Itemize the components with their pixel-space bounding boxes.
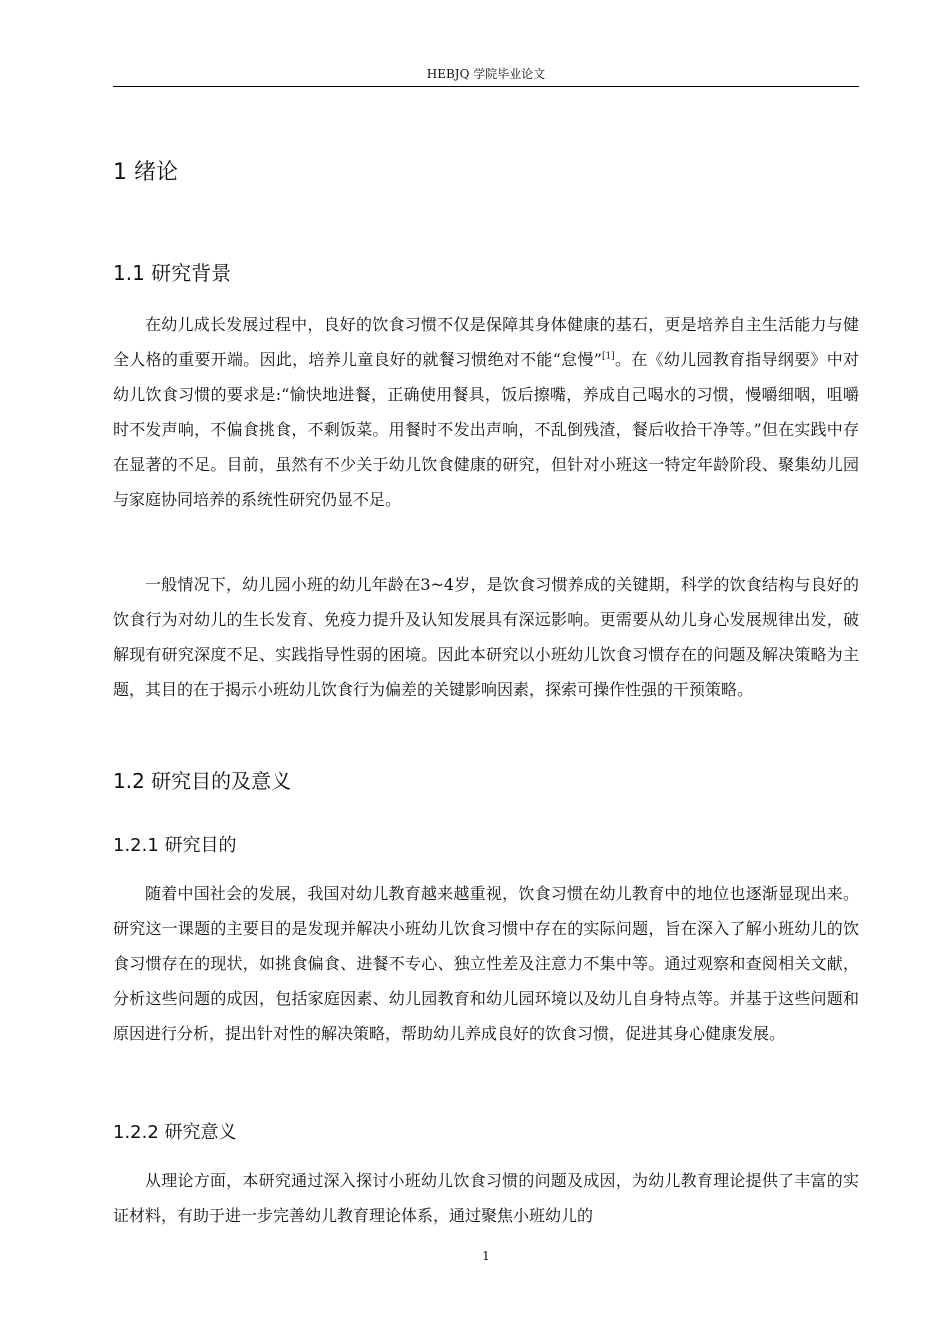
subsection-heading-1-2-1: 1.2.1 研究目的 (113, 835, 237, 856)
paragraph-text: 在幼儿成长发展过程中，良好的饮食习惯不仅是保障其身体健康的基石，更是培养自主生活能力与健全人格的重要开端。因此，培养儿童良好的就餐习惯绝对不能“怠慢” (113, 315, 859, 369)
page-number: 1 (482, 1249, 490, 1263)
paragraph-purpose: 随着中国社会的发展，我国对幼儿教育越来越重视，饮食习惯在幼儿教育中的地位也逐渐显现出来。研究这一课题的主要目的是发现并解决小班幼儿饮食习惯中存在的实际问题，旨在深入了解小班幼儿的饮食习惯存在的现状，如挑食偏食、进餐不专心、独立性差及注意力不集中等。通过观察和查阅相关文献，分析这些问题的成因，包括家庭因素、幼儿园教育和幼儿园环境以及幼儿自身特点等。并基于这些问题和原因进行分析，提出针对性的解决策略，帮助幼儿养成良好的饮食习惯，促进其身心健康发展。 (113, 884, 859, 1043)
paragraph-background-2: 一般情况下，幼儿园小班的幼儿年龄在3~4岁，是饮食习惯养成的关键期，科学的饮食结构与良好的饮食行为对幼儿的生长发育、免疫力提升及认知发展具有深远影响。更需要从幼儿身心发展规律出发，破解现有研究深度不足、实践指导性弱的困境。因此本研究以小班幼儿饮食习惯存在的问题及解决策略为主题，其目的在于揭示小班幼儿饮食行为偏差的关键影响因素，探索可操作性强的干预策略。 (113, 575, 859, 699)
chapter-title: 1 绪论 (113, 160, 178, 185)
paragraph-background-1 (113, 307, 859, 517)
citation-marker: [1] (601, 351, 615, 362)
section-heading-1-1: 1.1 研究背景 (113, 261, 232, 285)
subsection-heading-1-2-2: 1.2.2 研究意义 (113, 1122, 237, 1143)
paragraph-significance: 从理论方面，本研究通过深入探讨小班幼儿饮食习惯的问题及成因，为幼儿教育理论提供了丰富的实证材料，有助于进一步完善幼儿教育理论体系，通过聚焦小班幼儿的 (113, 1171, 859, 1225)
header-rule (113, 86, 859, 87)
paragraph-text: 。在《幼儿园教育指导纲要》中对幼儿饮食习惯的要求是:“愉快地进餐，正确使用餐具，饭后擦嘴，养成自己喝水的习惯，慢嚼细咽，咀嚼时不发声响，不偏食挑食，不剩饭菜。用餐时不发出声响，不乱倒残渣，餐后收拾干净等。”但在实践中存在显著的不足。目前，虽然有不少关于幼儿饮食健康的研究，但针对小班这一特定年龄阶段、聚集幼儿园与家庭协同培养的系统性研究仍显不足。 (113, 350, 859, 509)
section-heading-1-2: 1.2 研究目的及意义 (113, 769, 292, 793)
page-header: HEBJQ 学院毕业论文 (426, 67, 546, 81)
